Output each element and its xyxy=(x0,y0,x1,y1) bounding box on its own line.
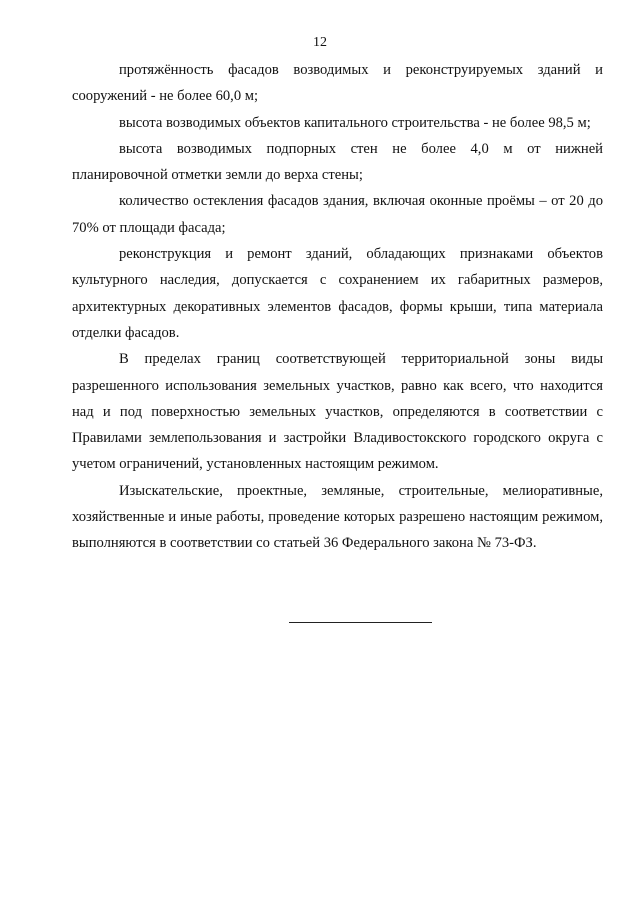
paragraph-facade-length: протяжённость фасадов возводимых и реконструируемых зданий и сооружений - не более 60,0 м; xyxy=(72,62,603,105)
document-body xyxy=(72,57,603,557)
paragraph-reconstruction: реконструкция и ремонт зданий, обладающих признаками объектов культурного наследия, допускается с сохранением их габаритных размеров, архитектурных декоративных элементов фасадов, формы крыши, типа материала отделки фасадов. xyxy=(72,246,603,341)
paragraph-works: Изыскательские, проектные, земляные, строительные, мелиоративные, хозяйственные и иные работы, проведение которых разрешено настоящим режимом, выполняются в соответствии со статьей 36 Федерального закона № 73-ФЗ. xyxy=(72,482,603,552)
paragraph-building-height: высота возводимых объектов капитального строительства - не более 98,5 м; xyxy=(119,114,591,131)
paragraph-retaining-walls: высота возводимых подпорных стен не более 4,0 м от нижней планировочной отметки земли до верха стены; xyxy=(72,140,603,184)
closing-divider xyxy=(289,622,432,623)
paragraph-glazing: количество остекления фасадов здания, включая оконные проёмы – от 20 до 70% от площади фасада; xyxy=(72,193,603,236)
paragraph-land-use: В пределах границ соответствующей территориальной зоны виды разрешенного использования земельных участков, равно как всего, что находится над и под поверхностью земельных участков, определяются в соответствии с Правилами землепользования и застройки Владивостокского городского округа с учетом ограничений, установленных настоящим режимом. xyxy=(72,351,603,473)
page-number: 12 xyxy=(313,35,327,50)
